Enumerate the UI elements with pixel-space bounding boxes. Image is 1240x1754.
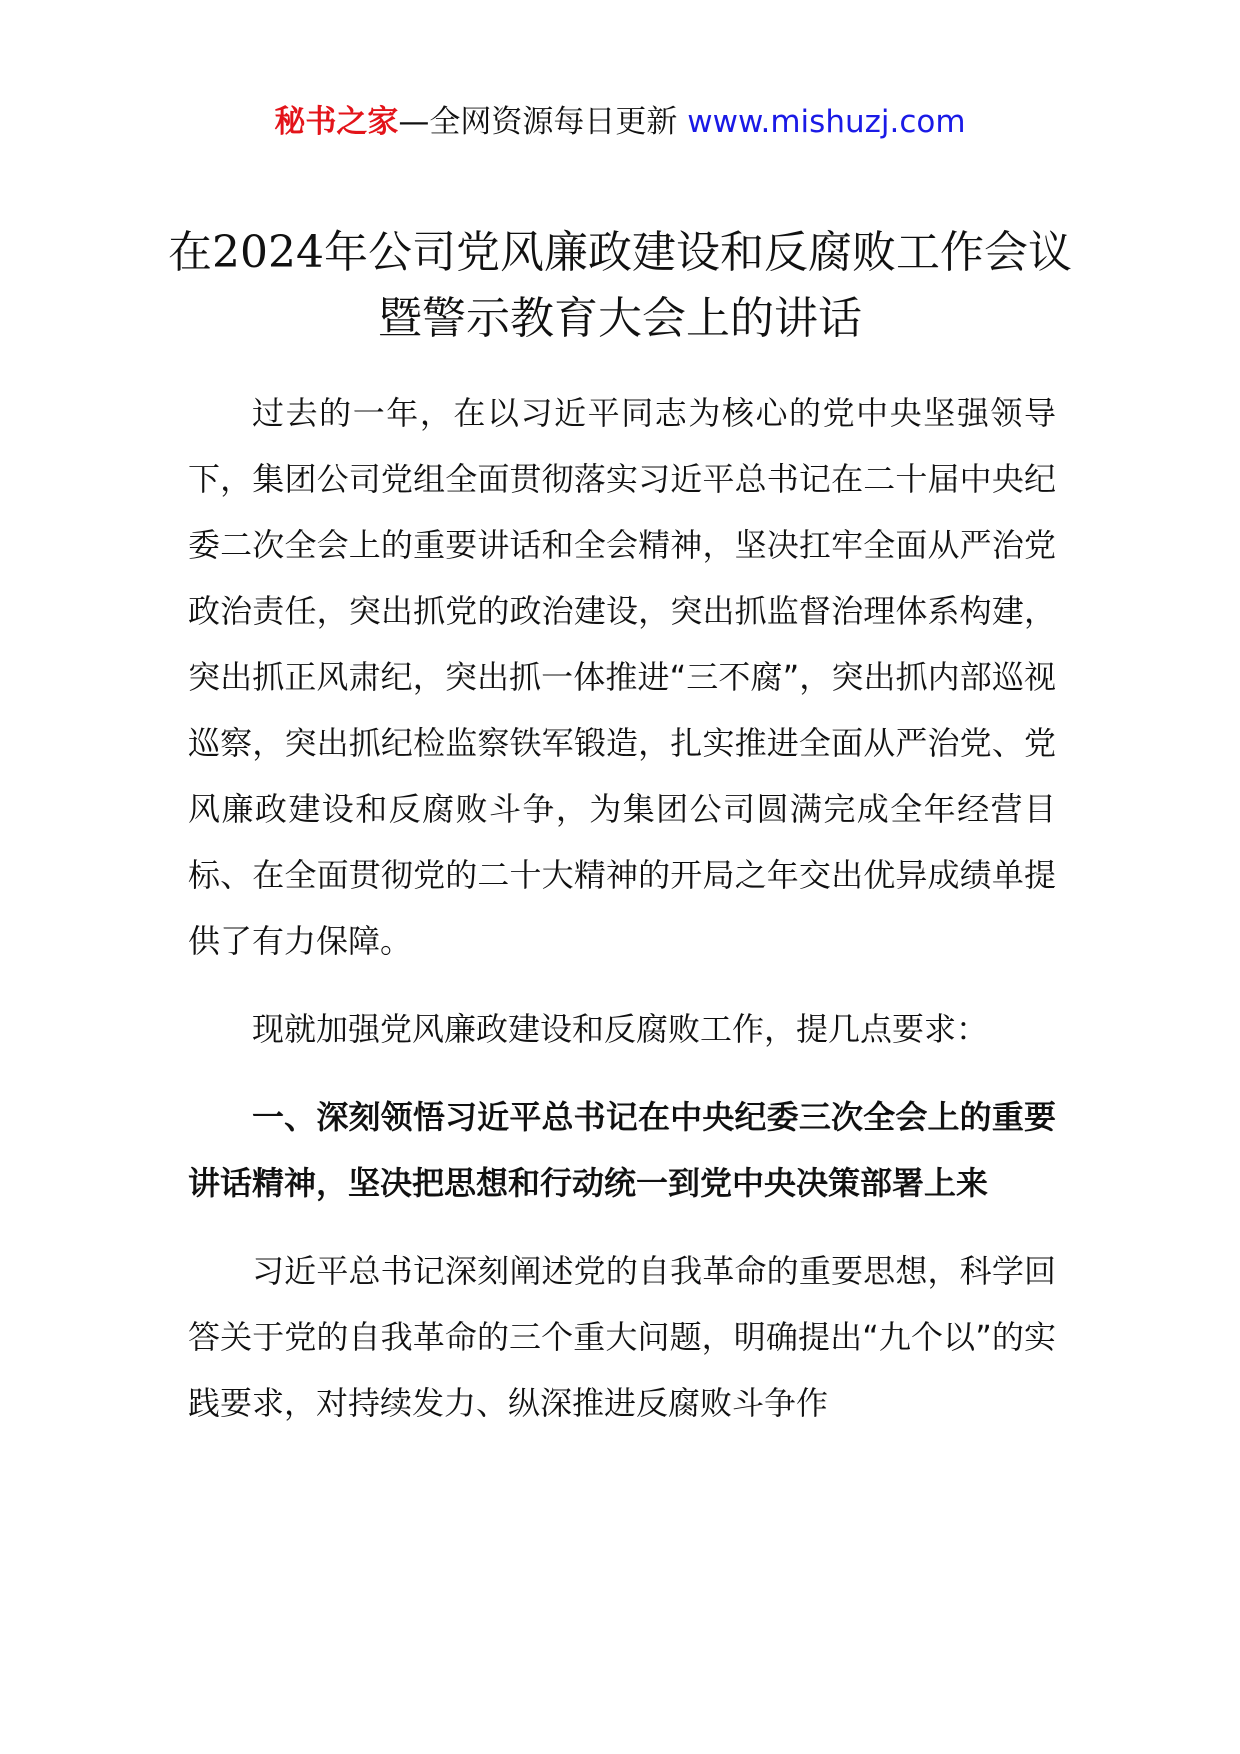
title-prefix: 在 (168, 227, 212, 278)
body-paragraph: 过去的一年，在以习近平同志为核心的党中央坚强领导下，集团公司党组全面贯彻落实习近平总书记在二十届中央纪委二次全会上的重要讲话和全会精神，坚决扛牢全面从严治党政治责任，突出抓党的政治建设，突出抓监督治理体系构建，突出抓正风肃纪，突出抓一体推进“三不腐”，突出抓内部巡视巡察，突出抓纪检监察铁军锻造，扎实推进全面从严治党、党风廉政建设和反腐败斗争，为集团公司圆满完成全年经营目标、在全面贯彻党的二十大精神的开局之年交出优异成绩单提供了有力保障。 (188, 394, 1056, 960)
body-paragraph: 现就加强党风廉政建设和反腐败工作，提几点要求： (252, 1010, 989, 1048)
site-url-link[interactable]: www.mishuzj.com (687, 104, 966, 140)
title-rest: 年公司党风廉政建设和反腐败工作会议暨警示教育大会上的讲话 (323, 227, 1072, 344)
document-body (188, 380, 1056, 1458)
page-header (0, 100, 1240, 144)
header-tagline: —全网资源每日更新 (398, 104, 678, 140)
section-heading: 一、深刻领悟习近平总书记在中央纪委三次全会上的重要讲话精神，坚决把思想和行动统一到党中央决策部署上来 (188, 1098, 1056, 1202)
document-title (150, 220, 1090, 352)
brand-name: 秘书之家 (274, 104, 399, 140)
title-year: 2024 (212, 227, 324, 278)
body-paragraph: 习近平总书记深刻阐述党的自我革命的重要思想，科学回答关于党的自我革命的三个重大问题，明确提出“九个以”的实践要求，对持续发力、纵深推进反腐败斗争作 (188, 1252, 1056, 1422)
